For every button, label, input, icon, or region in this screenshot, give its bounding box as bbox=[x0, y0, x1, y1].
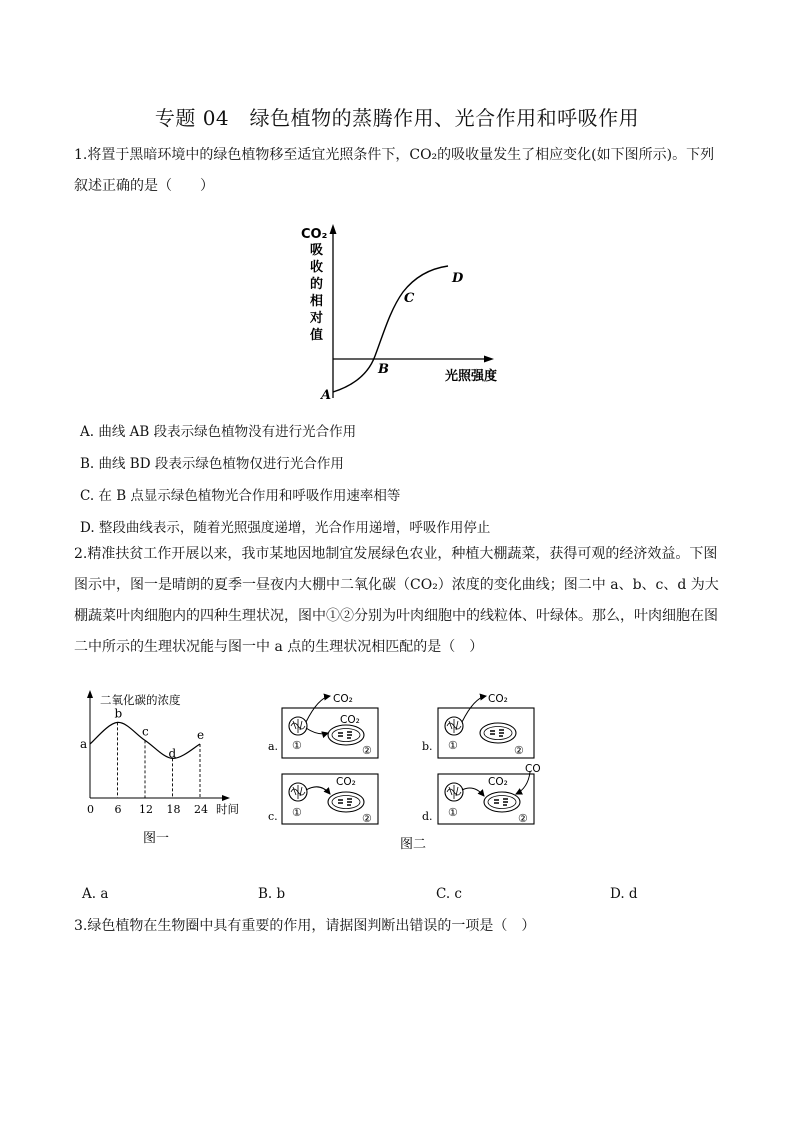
figure-1-y-label: 二氧化碳的浓度 bbox=[100, 693, 181, 707]
q2-option-b[interactable]: B. b bbox=[258, 886, 286, 902]
mito-number: ① bbox=[292, 739, 302, 752]
chloroplast-icon bbox=[328, 792, 364, 812]
figure-1-x-tick: 24 bbox=[194, 803, 208, 816]
y-axis-label-char: 对 bbox=[310, 311, 324, 326]
figure-co2-light-curve bbox=[290, 218, 520, 403]
chloroplast-icon bbox=[484, 792, 520, 812]
q2-option-c[interactable]: C. c bbox=[436, 886, 462, 902]
figure-1-x-tick: 6 bbox=[114, 803, 122, 816]
co2-label: CO₂ bbox=[333, 693, 353, 705]
question-1-stem: 1.将置于黑暗环境中的绿色植物移至适宜光照条件下，CO₂的吸收量发生了相应变化(如下图所示)。下列叙述正确的是（ ） bbox=[74, 147, 715, 194]
panel-c bbox=[268, 774, 378, 825]
figure-1-co2-concentration bbox=[74, 686, 254, 856]
figure-1-caption: 图一 bbox=[143, 831, 170, 846]
point-label-d: D bbox=[452, 271, 464, 286]
q1-option-a[interactable]: A. 曲线 AB 段表示绿色植物没有进行光合作用 bbox=[80, 424, 357, 440]
co2-curve bbox=[333, 266, 448, 392]
figure-2-cell-states bbox=[262, 688, 552, 858]
co2-label: CO bbox=[525, 763, 541, 775]
co2-label: CO₂ bbox=[336, 776, 356, 788]
page-title: 专题 04 绿色植物的蒸腾作用、光合作用和呼吸作用 bbox=[154, 106, 640, 130]
co2-label: CO₂ bbox=[488, 693, 508, 705]
panel-label: d. bbox=[422, 810, 433, 823]
panel-b bbox=[422, 693, 534, 758]
chloroplast-icon bbox=[328, 725, 364, 745]
panel-a bbox=[268, 693, 378, 758]
mito-number: ① bbox=[448, 806, 458, 819]
y-axis-label-char: 相 bbox=[310, 294, 324, 309]
y-axis-label-char: 收 bbox=[310, 260, 324, 275]
question-2-stem: 2.精准扶贫工作开展以来，我市某地因地制宜发展绿色农业，种植大棚蔬菜，获得可观的经济效益。下图图示中，图一是晴朗的夏季一昼夜内大棚中二氧化碳（CO₂）浓度的变化曲线；图二中 a、b、c、d 为大棚蔬菜叶肉细胞内的四种生理状况，图中①②分别为叶肉细胞中的线粒体、叶绿体。那么，叶肉细胞在图二中所示的生理状况能与图一中 a 点的生理状况相匹配的是（ ） bbox=[74, 546, 719, 655]
y-axis-label-char: 的 bbox=[310, 277, 324, 292]
q1-option-d[interactable]: D. 整段曲线表示，随着光照强度递增，光合作用递增，呼吸作用停止 bbox=[80, 520, 491, 536]
figure-1-point-label: b bbox=[114, 706, 123, 721]
point-label-b: B bbox=[378, 362, 389, 377]
figure-1-point-label: e bbox=[197, 728, 205, 742]
chloroplast-icon bbox=[480, 723, 516, 743]
point-label-c: C bbox=[404, 291, 415, 306]
panel-label: b. bbox=[422, 740, 433, 753]
q2-option-d[interactable]: D. d bbox=[610, 886, 638, 902]
co2-label: CO₂ bbox=[488, 776, 508, 788]
panel-label: a. bbox=[268, 740, 279, 753]
mito-number: ① bbox=[292, 806, 302, 819]
point-label-a: A bbox=[321, 388, 332, 403]
q2-option-a[interactable]: A. a bbox=[82, 886, 109, 902]
y-axis-label-co2: CO₂ bbox=[301, 227, 328, 242]
panel-d bbox=[422, 763, 541, 825]
chloro-number: ② bbox=[514, 744, 524, 757]
q1-option-b[interactable]: B. 曲线 BD 段表示绿色植物仅进行光合作用 bbox=[80, 456, 344, 472]
figure-1-x-tick: 0 bbox=[87, 803, 94, 816]
figure-1-x-label: 时间 bbox=[216, 802, 239, 816]
figure-1-point-label: c bbox=[142, 724, 149, 739]
figure-1-x-tick: 12 bbox=[139, 803, 153, 816]
chloro-number: ② bbox=[518, 812, 528, 825]
y-axis-label-char: 吸 bbox=[310, 243, 324, 258]
co2-label: CO₂ bbox=[340, 714, 360, 726]
chloro-number: ② bbox=[362, 744, 372, 757]
figure-1-point-label: a bbox=[80, 737, 88, 751]
q1-option-c[interactable]: C. 在 B 点显示绿色植物光合作用和呼吸作用速率相等 bbox=[80, 488, 401, 504]
figure-2-caption: 图二 bbox=[400, 837, 427, 852]
figure-1-x-tick: 18 bbox=[166, 803, 181, 816]
x-axis-label: 光照强度 bbox=[445, 369, 498, 384]
panel-label: c. bbox=[268, 810, 278, 823]
mito-number: ① bbox=[448, 739, 458, 752]
y-axis-label-char: 值 bbox=[310, 328, 324, 343]
question-3-stem: 3.绿色植物在生物圈中具有重要的作用，请据图判断出错误的一项是（ ） bbox=[74, 918, 536, 934]
chloro-number: ② bbox=[362, 812, 372, 825]
figure-1-point-label: d bbox=[168, 746, 177, 761]
